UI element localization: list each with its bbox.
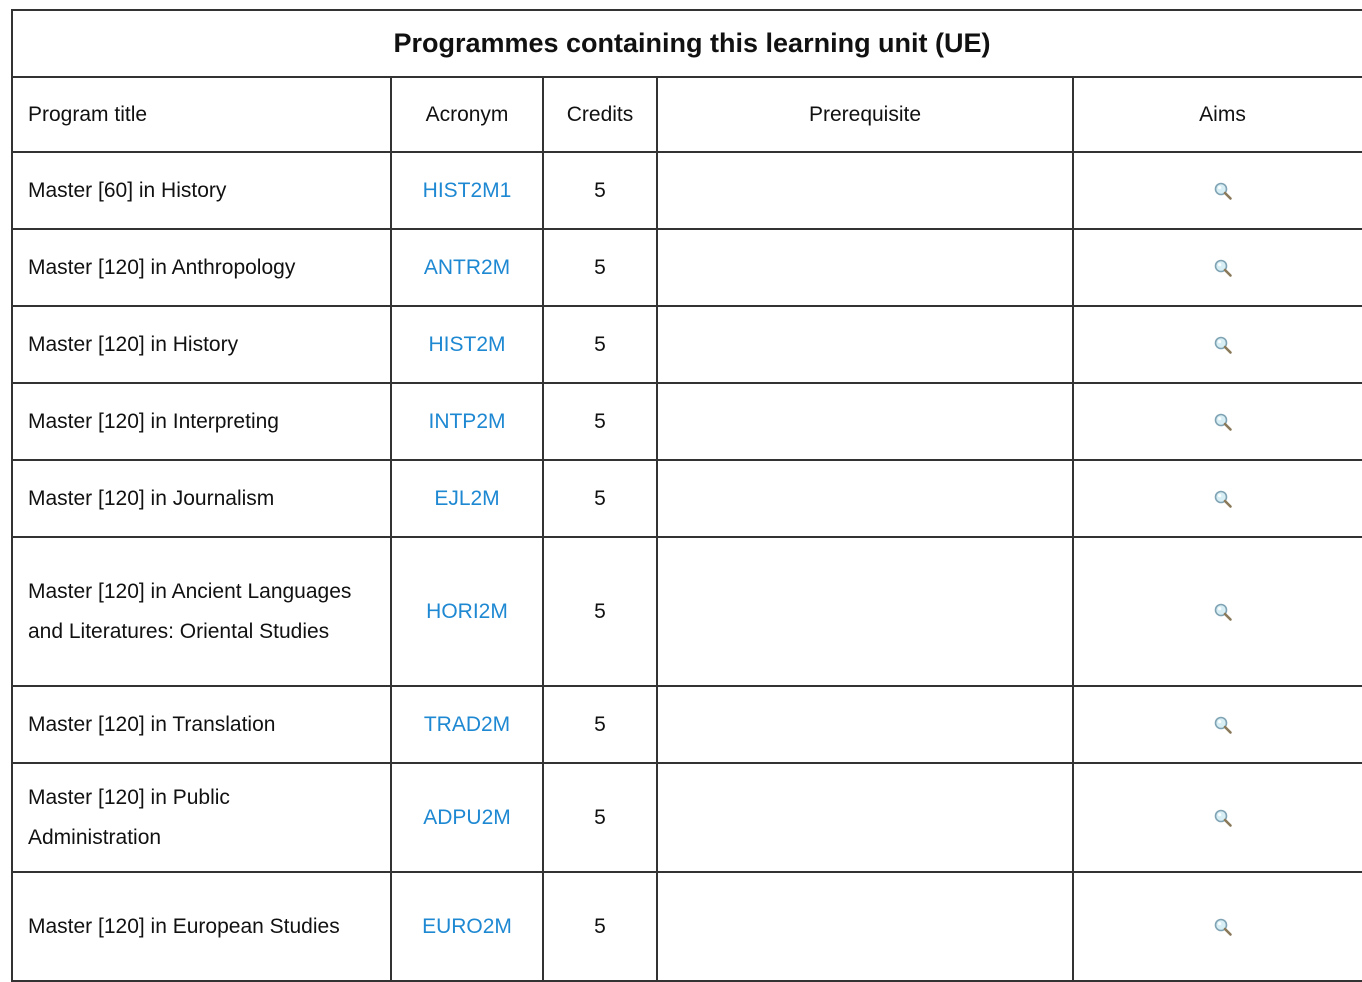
table-row bbox=[12, 686, 1362, 763]
program-title: Master [60] in History bbox=[12, 152, 391, 229]
acronym-cell bbox=[391, 460, 543, 537]
programmes-table bbox=[11, 9, 1362, 982]
acronym-cell bbox=[391, 763, 543, 872]
magnifier-icon[interactable] bbox=[1212, 714, 1234, 736]
column-header-program-title: Program title bbox=[12, 77, 391, 152]
program-title: Master [120] in Translation bbox=[12, 686, 391, 763]
column-header-acronym: Acronym bbox=[391, 77, 543, 152]
acronym-link[interactable]: ADPU2M bbox=[423, 805, 511, 829]
table-row bbox=[12, 152, 1362, 229]
table-row bbox=[12, 537, 1362, 686]
aims-cell bbox=[1073, 686, 1362, 763]
magnifier-icon[interactable] bbox=[1212, 916, 1234, 938]
prerequisite-cell bbox=[657, 763, 1073, 872]
prerequisite-cell bbox=[657, 306, 1073, 383]
header-row bbox=[12, 77, 1362, 152]
credits-cell: 5 bbox=[543, 537, 657, 686]
acronym-cell bbox=[391, 229, 543, 306]
acronym-link[interactable]: ANTR2M bbox=[423, 255, 511, 279]
program-title: Master [120] in European Studies bbox=[12, 872, 391, 981]
aims-cell bbox=[1073, 383, 1362, 460]
program-title: Master [120] in Ancient Languages and Literatures: Oriental Studies bbox=[12, 537, 391, 686]
column-header-aims: Aims bbox=[1073, 77, 1362, 152]
credits-cell: 5 bbox=[543, 763, 657, 872]
column-header-prerequisite: Prerequisite bbox=[657, 77, 1073, 152]
program-title: Master [120] in Journalism bbox=[12, 460, 391, 537]
acronym-link[interactable]: HIST2M bbox=[428, 332, 506, 356]
magnifier-icon[interactable] bbox=[1212, 411, 1234, 433]
acronym-cell bbox=[391, 383, 543, 460]
prerequisite-cell bbox=[657, 686, 1073, 763]
program-title: Master [120] in Interpreting bbox=[12, 383, 391, 460]
column-header-credits: Credits bbox=[543, 77, 657, 152]
magnifier-icon[interactable] bbox=[1212, 601, 1234, 623]
acronym-cell bbox=[391, 686, 543, 763]
program-title: Master [120] in Anthropology bbox=[12, 229, 391, 306]
table-row bbox=[12, 383, 1362, 460]
program-title: Master [120] in History bbox=[12, 306, 391, 383]
table-row bbox=[12, 460, 1362, 537]
credits-cell: 5 bbox=[543, 686, 657, 763]
prerequisite-cell bbox=[657, 383, 1073, 460]
prerequisite-cell bbox=[657, 229, 1073, 306]
acronym-cell bbox=[391, 537, 543, 686]
credits-cell: 5 bbox=[543, 460, 657, 537]
prerequisite-cell bbox=[657, 152, 1073, 229]
table-row bbox=[12, 763, 1362, 872]
acronym-link[interactable]: INTP2M bbox=[428, 409, 506, 433]
acronym-cell bbox=[391, 872, 543, 981]
credits-cell: 5 bbox=[543, 872, 657, 981]
magnifier-icon[interactable] bbox=[1212, 807, 1234, 829]
aims-cell bbox=[1073, 152, 1362, 229]
magnifier-icon[interactable] bbox=[1212, 180, 1234, 202]
acronym-link[interactable]: EURO2M bbox=[422, 914, 512, 938]
acronym-link[interactable]: TRAD2M bbox=[423, 712, 511, 736]
aims-cell bbox=[1073, 229, 1362, 306]
acronym-link[interactable]: EJL2M bbox=[434, 486, 500, 510]
acronym-link[interactable]: HIST2M1 bbox=[422, 178, 512, 202]
aims-cell bbox=[1073, 537, 1362, 686]
aims-cell bbox=[1073, 872, 1362, 981]
acronym-cell bbox=[391, 152, 543, 229]
magnifier-icon[interactable] bbox=[1212, 334, 1234, 356]
table-row bbox=[12, 872, 1362, 981]
acronym-cell bbox=[391, 306, 543, 383]
prerequisite-cell bbox=[657, 537, 1073, 686]
aims-cell bbox=[1073, 763, 1362, 872]
aims-cell bbox=[1073, 306, 1362, 383]
magnifier-icon[interactable] bbox=[1212, 488, 1234, 510]
magnifier-icon[interactable] bbox=[1212, 257, 1234, 279]
program-title: Master [120] in Public Administration bbox=[12, 763, 391, 872]
prerequisite-cell bbox=[657, 872, 1073, 981]
table-row bbox=[12, 229, 1362, 306]
table-row bbox=[12, 306, 1362, 383]
credits-cell: 5 bbox=[543, 306, 657, 383]
table-caption: Programmes containing this learning unit (UE) bbox=[12, 10, 1362, 77]
aims-cell bbox=[1073, 460, 1362, 537]
credits-cell: 5 bbox=[543, 229, 657, 306]
credits-cell: 5 bbox=[543, 152, 657, 229]
prerequisite-cell bbox=[657, 460, 1073, 537]
credits-cell: 5 bbox=[543, 383, 657, 460]
acronym-link[interactable]: HORI2M bbox=[426, 599, 508, 623]
